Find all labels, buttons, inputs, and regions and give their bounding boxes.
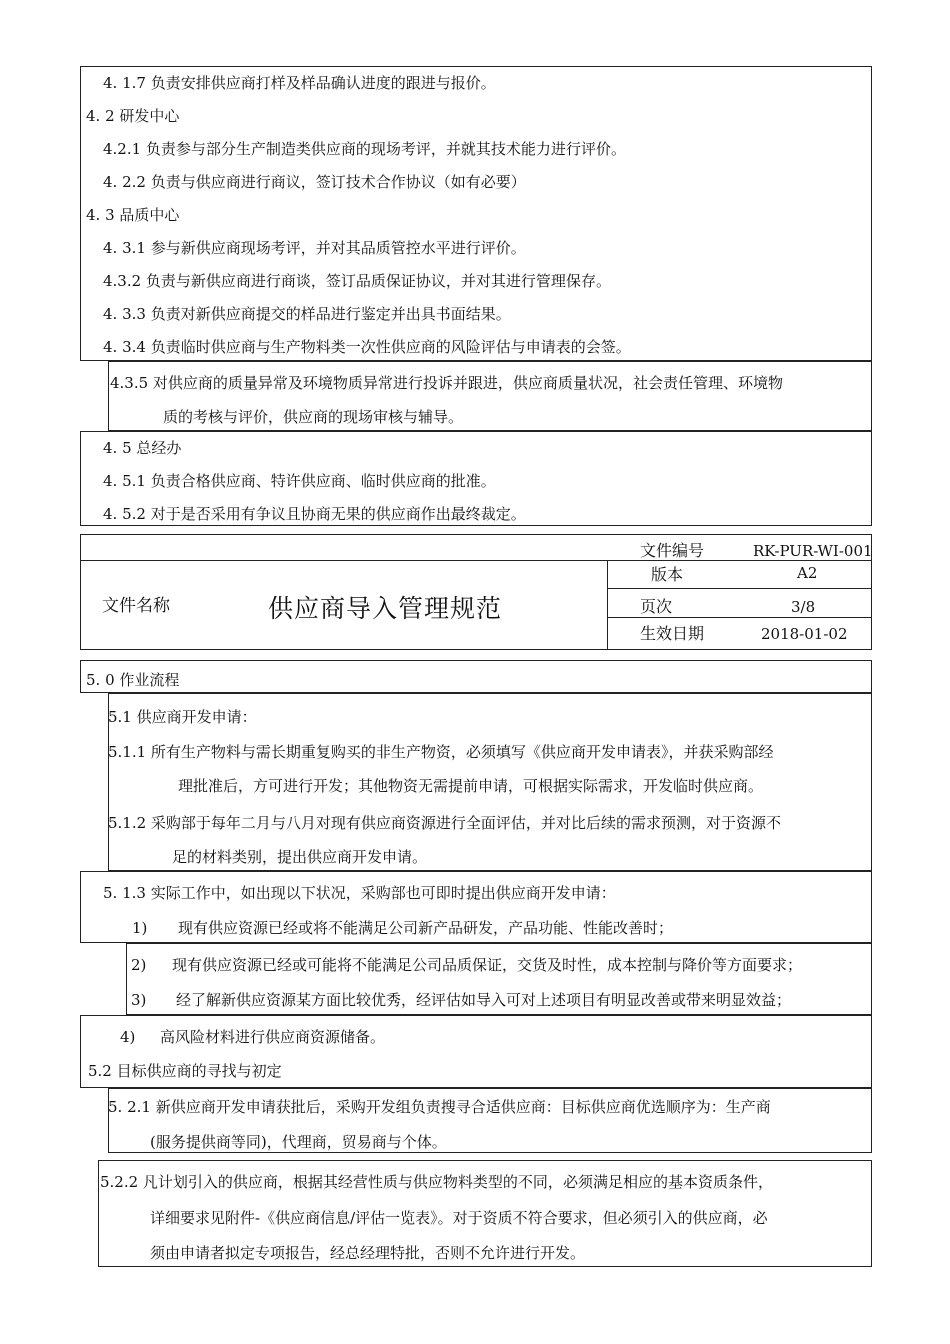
text-line: 4.3.5 对供应商的质量异常及环境物质异常进行投诉并跟进，供应商质量状况，社会责任管理、环境物 [110,374,783,392]
header-divider [607,588,872,589]
field-label-version: 版本 [651,565,684,584]
text-line: 5. 2.1 新供应商开发申请获批后，采购开发组负责搜寻合适供应商：目标供应商优选顺序为：生产商 [108,1098,771,1116]
list-item-text: 现有供应资源已经或可能将不能满足公司品质保证，交货及时性，成本控制与降价等方面要求； [172,956,803,974]
text-line: 5. 1.3 实际工作中，如出现以下状况，采购部也可即时提出供应商开发申请： [103,884,616,902]
doc-name-label: 文件名称 [102,596,170,616]
text-line: 详细要求见附件-《供应商信息/评估一览表》。对于资质不符合要求，但必须引入的供应商，必 [150,1209,768,1227]
field-value-page: 3/8 [791,598,816,616]
list-item-text: 经了解新供应资源某方面比较优秀，经评估如导入可对上述项目有明显改善或带来明显效益； [176,991,792,1009]
list-number: 4) [120,1028,136,1046]
text-line: 4. 3.1 参与新供应商现场考评，并对其品质管控水平进行评价。 [103,239,526,257]
text-line: 4. 1.7 负责安排供应商打样及样品确认进度的跟进与报价。 [103,74,496,92]
field-label-effective-date: 生效日期 [640,624,705,643]
subsection-title: 5.1 供应商开发申请： [108,708,257,726]
text-line: 4. 5.1 负责合格供应商、特许供应商、临时供应商的批准。 [103,472,496,490]
header-divider [607,617,872,618]
list-item-text: 现有供应资源已经或将不能满足公司新产品研发，产品功能、性能改善时； [178,919,674,937]
field-label-doc-number: 文件编号 [640,541,705,560]
subsection-title: 5.2 目标供应商的寻找与初定 [88,1062,282,1080]
text-line: (服务提供商等同)，代理商，贸易商与个体。 [150,1133,447,1151]
section-heading: 4. 2 研发中心 [86,107,180,125]
text-line: 4.2.1 负责参与部分生产制造类供应商的现场考评，并就其技术能力进行评价。 [103,140,626,158]
text-line: 4. 5.2 对于是否采用有争议且协商无果的供应商作出最终裁定。 [103,505,526,523]
section-heading: 4. 3 品质中心 [86,206,180,224]
text-line: 足的材料类别，提出供应商开发申请。 [172,848,428,866]
text-line: 4. 3.4 负责临时供应商与生产物料类一次性供应商的风险评估与申请表的会签。 [103,338,631,356]
field-label-page: 页次 [640,597,673,616]
field-value-doc-number: RK-PUR-WI-001 [753,542,873,560]
list-number: 1) [132,919,148,937]
section-5-heading-box [80,660,872,693]
text-line: 5.2.2 凡计划引入的供应商，根据其经营性质与供应物料类型的不同，必须满足相应的基本资质条件， [100,1173,773,1191]
text-line: 5.1.1 所有生产物料与需长期重复购买的非生产物资，必须填写《供应商开发申请表》，并获采购部经 [108,743,774,761]
section-heading: 5. 0 作业流程 [86,671,180,689]
section-heading: 4. 5 总经办 [103,439,182,457]
list-number: 2) [131,956,147,974]
text-line: 4. 2.2 负责与供应商进行商议，签订技术合作协议（如有必要） [103,173,526,191]
text-line: 4.3.2 负责与新供应商进行商谈，签订品质保证协议，并对其进行管理保存。 [103,272,611,290]
text-line: 理批准后，方可进行开发；其他物资无需提前申请，可根据实际需求，开发临时供应商。 [178,777,764,795]
text-line: 4. 3.3 负责对新供应商提交的样品进行鉴定并出具书面结果。 [103,305,511,323]
text-line: 质的考核与评价，供应商的现场审核与辅导。 [163,408,464,426]
list-number: 3) [131,991,147,1009]
field-value-version: A2 [797,564,818,582]
header-divider [607,560,608,650]
field-value-effective-date: 2018-01-02 [761,625,848,643]
text-line: 须由申请者拟定专项报告，经总经理特批，否则不允许进行开发。 [150,1244,586,1262]
list-item-text: 高风险材料进行供应商资源储备。 [160,1028,386,1046]
text-line: 5.1.2 采购部于每年二月与八月对现有供应商资源进行全面评估，并对比后续的需求预测，对于资源不 [108,814,781,832]
doc-title: 供应商导入管理规范 [268,594,503,623]
